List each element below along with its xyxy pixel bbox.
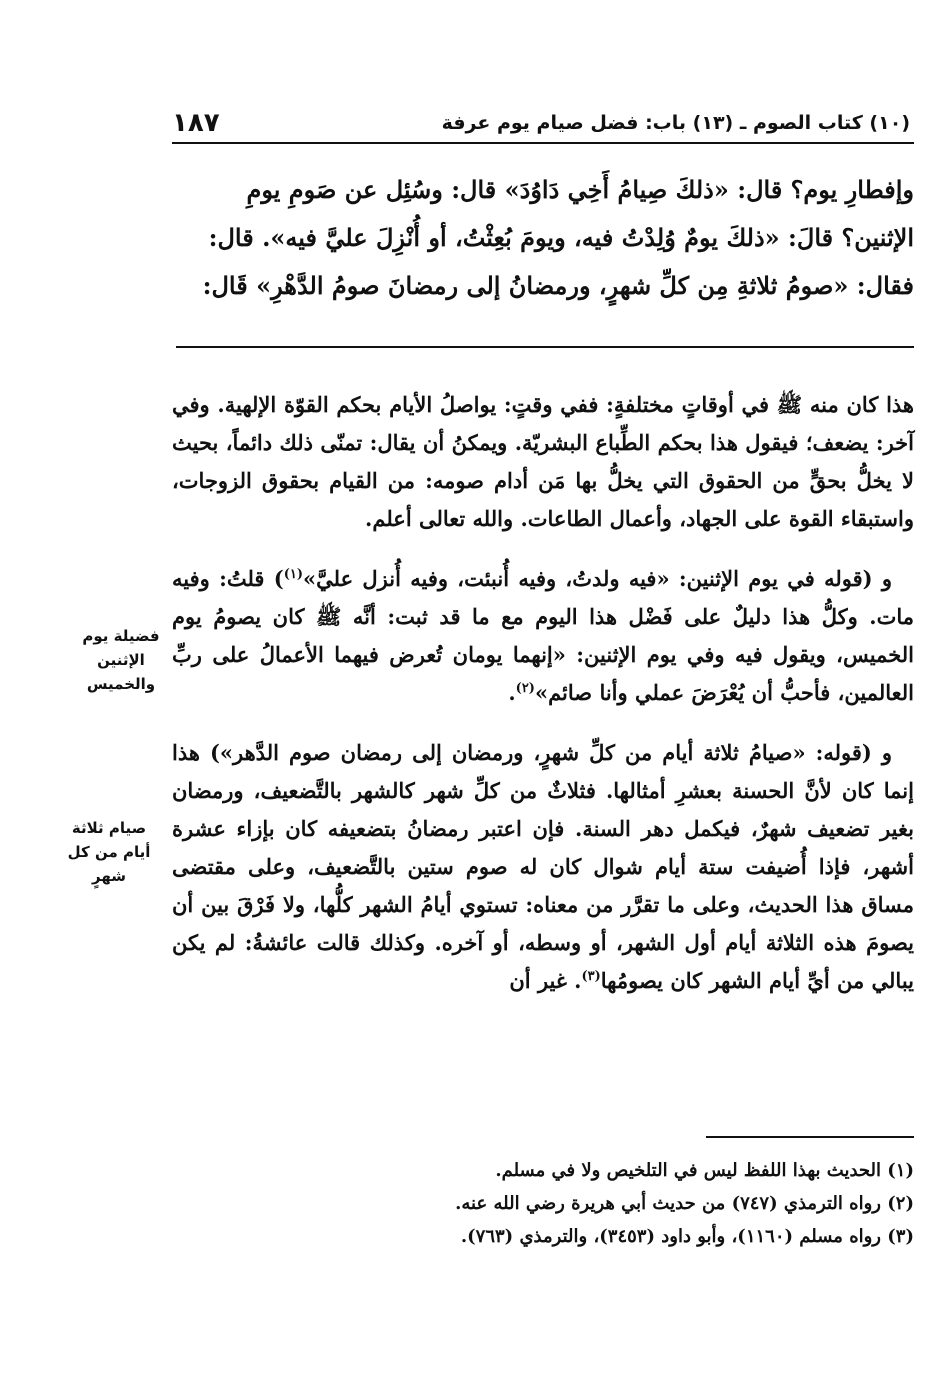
- footnote-reference: (١): [283, 567, 303, 582]
- paragraph-text: .: [508, 680, 516, 705]
- commentary-paragraph: [172, 734, 914, 1000]
- commentary-paragraph: [172, 560, 914, 712]
- hadith-text-block: [172, 166, 914, 310]
- page-number: ١٨٧: [172, 108, 220, 138]
- footnote-divider: [706, 1136, 914, 1138]
- page-header: [172, 106, 914, 144]
- hadith-line: فقال: «صومُ ثلاثةِ مِن كلِّ شهرٍ، ورمضانُ إلى رمضانَ صومُ الدَّهْرِ» قَال:: [202, 271, 914, 300]
- commentary-paragraph: هذا كان منه ﷺ في أوقاتٍ مختلفةٍ: ففي وقتٍ: يواصلُ الأيام بحكم القوّة الإلهية. وفي آخر: يضعف؛ فيقول هذا بحكم الطِّباع البشريّة. ويمكنُ أن يقال: تمنّى ذلك دائماً، بحيث لا يخلُّ بحقٍّ من الحقوق التي يخلُّ بها مَن أدام صومه: من القيام بحقوق الزوجات، واستبقاء القوة على الجهاد، وأعمال الطاعات. والله تعالى أعلم.: [172, 392, 914, 531]
- footnote: (٢) رواه الترمذي (٧٤٧) من حديث أبي هريرة رضي الله عنه.: [455, 1193, 914, 1214]
- margin-note: صيام ثلاثة أيام من كل شهرٍ: [67, 819, 151, 885]
- footnotes: [172, 1154, 914, 1253]
- paragraph-text: و (قوله في يوم الإثنين: «فيه ولدتُ، وفيه أُنبئت، وفيه أُنزل عليَّ»: [302, 566, 893, 591]
- commentary-block: [172, 386, 914, 1022]
- hadith-line: وإفطارِ يوم؟ قال: «ذلكَ صِيامُ أَخِي دَاوُدَ» قال: وسُئِل عن صَومِ يومِ: [246, 175, 914, 204]
- footnote: (١) الحديث بهذا اللفظ ليس في التلخيص ولا في مسلم.: [495, 1160, 914, 1181]
- paragraph-text: ) قلتُ: وفيه مات. وكلُّ هذا دليلٌ على فَضْل هذا اليوم مع ما قد ثبت: أنَّه ﷺ كان يصومُ يوم الخميس، ويقول فيه وفي يوم الإثنين: «إنهما يومان تُعرض فيهما الأعمالُ على ربِّ العالمين، فأحبُّ أن يُعْرَضَ عملي وأنا صائم»: [172, 566, 914, 705]
- margin-note: فضيلة يوم الإثنين والخميس: [82, 627, 160, 693]
- footnote-reference: (٢): [515, 681, 535, 696]
- paragraph-text: . غير أن: [509, 968, 582, 993]
- footnote-reference: (٣): [581, 969, 601, 984]
- footnote: (٣) رواه مسلم (١١٦٠)، وأبو داود (٣٤٥٣)، والترمذي (٧٦٣).: [460, 1226, 914, 1247]
- hadith-line: الإثنين؟ قالَ: «ذلكَ يومٌ وُلِدْتُ فيه، ويومَ بُعِثْتُ، أو أُنْزِلَ عليَّ فيه». قال:: [208, 223, 914, 252]
- paragraph-text: و (قوله: «صيامُ ثلاثة أيام من كلِّ شهرٍ، ورمضان إلى رمضان صوم الدَّهر») هذا إنما كان لأنَّ الحسنة بعشرِ أمثالها. فثلاثٌ من كلِّ شهر كالشهر بالتَّضعيف، ورمضان بغير تضعيف شهرٌ، فيكمل دهر السنة. فإن اعتبر رمضانُ بتضعيفه كان بإزاء عشرة أشهر، فإذا أُضيفت ستة أيام شوال كان له صوم ستين بالتَّضعيف، وعلى مقتضى مساق هذا الحديث، وعلى ما تقرَّر من معناه: تستوي أيامُ الشهر كلُّها، ولا فَرْقَ بين أن يصومَ هذه الثلاثة أيام أول الشهر، أو وسطه، أو آخره. وكذلك قالت عائشةُ: لم يكن يبالي من أيِّ أيام الشهر كان يصومُها: [172, 740, 914, 993]
- running-title: (١٠) كتاب الصوم ـ (١٣) باب: فضل صيام يوم عرفة: [441, 112, 910, 134]
- section-divider: [176, 346, 914, 348]
